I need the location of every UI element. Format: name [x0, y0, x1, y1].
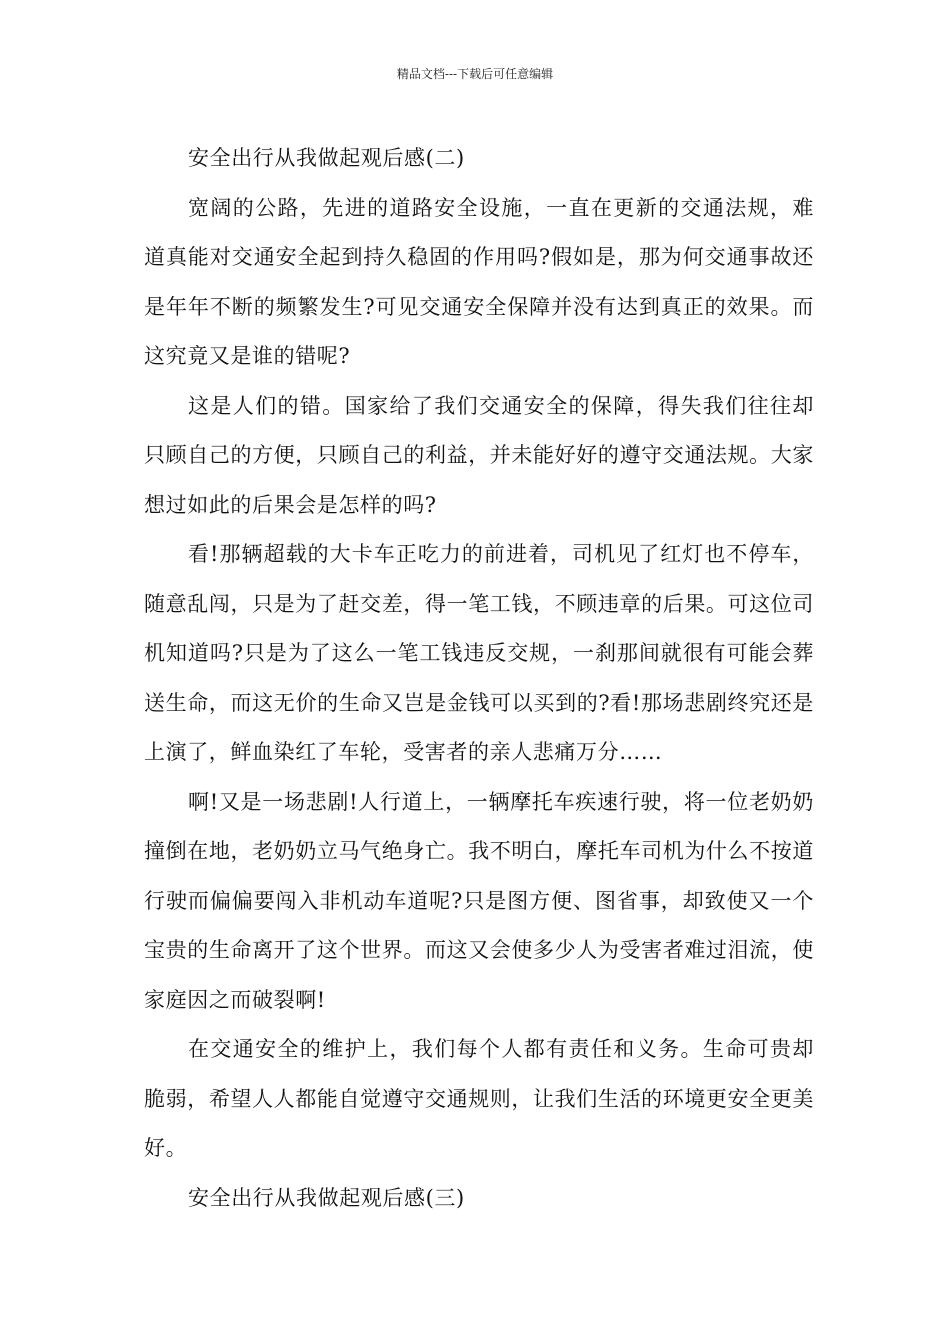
- section-title-2: 安全出行从我做起观后感(二): [188, 146, 465, 170]
- paragraph-4: 啊!又是一场悲剧!人行道上，一辆摩托车疾速行驶，将一位老奶奶撞倒在地，老奶奶立马气绝身亡。我不明白，摩托车司机为什么不按道行驶而偏偏要闯入非机动车道呢?只是图方便、图省事，却致使又一个宝贵的生命离开了这个世界。而这又会使多少人为受害者难过泪流，使家庭因之而破裂啊!: [144, 789, 814, 1012]
- paragraph-3: 看!那辆超载的大卡车正吃力的前进着，司机见了红灯也不停车，随意乱闯，只是为了赶交差，得一笔工钱，不顾违章的后果。可这位司机知道吗?只是为了这么一笔工钱违反交规，一刹那间就很有可能会葬送生命，而这无价的生命又岂是金钱可以买到的?看!那场悲剧终究还是上演了，鲜血染红了车轮，受害者的亲人悲痛万分……: [144, 542, 814, 764]
- paragraph-2: 这是人们的错。国家给了我们交通安全的保障，得失我们往往却只顾自己的方便，只顾自己的利益，并未能好好的遵守交通法规。大家想过如此的后果会是怎样的吗?: [144, 393, 814, 517]
- section-title-3: 安全出行从我做起观后感(三): [188, 1185, 465, 1210]
- paragraph-5: 在交通安全的维护上，我们每个人都有责任和义务。生命可贵却脆弱，希望人人都能自觉遵守交通规则，让我们生活的环境更安全更美好。: [144, 1037, 814, 1160]
- paragraph-1: 宽阔的公路，先进的道路安全设施，一直在更新的交通法规，难道真能对交通安全起到持久稳固的作用吗?假如是，那为何交通事故还是年年不断的频繁发生?可见交通安全保障并没有达到真正的效果。而这究竟又是谁的错呢?: [144, 195, 814, 368]
- page-header: 精品文档---下载后可任意编辑: [396, 67, 554, 81]
- document-body: [144, 134, 814, 1223]
